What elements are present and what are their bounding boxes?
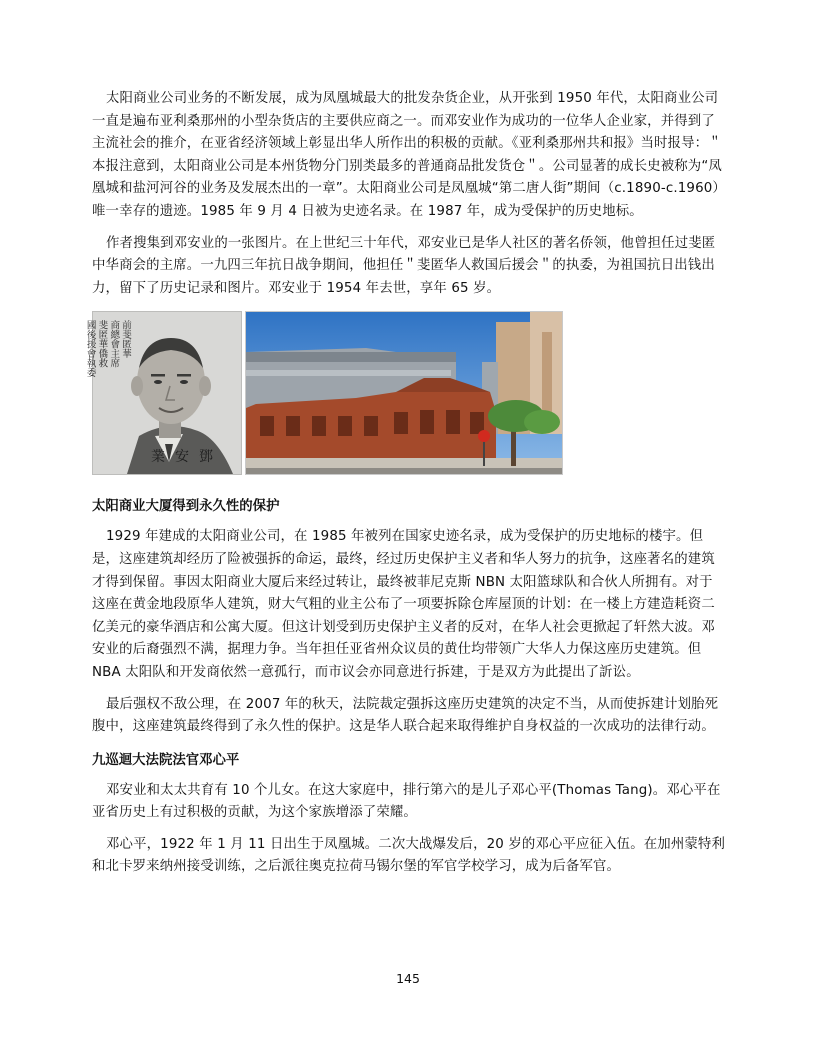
section-heading-judge-tang: 九巡迴大法院法官邓心平: [92, 752, 240, 768]
paragraph-thomas-tang-bio: 邓心平，1922 年 1 月 11 日出生于凤凰城。二次大战爆发后，20 岁的邓心平应征入伍。在加州蒙特利和北卡罗来纳州接受训练，之后派往奥克拉荷马锡尔堡的军官学校学习，成为后备军官。: [92, 836, 726, 875]
paragraph-court-ruling: 最后强权不敌公理，在 2007 年的秋天，法院裁定强拆这座历史建筑的决定不当，从而使拆建计划胎死腹中，这座建筑最终得到了永久性的保护。这是华人联合起来取得维护自身权益的一次成功的法律行动。: [92, 696, 719, 735]
page-number: 145: [396, 971, 420, 986]
portrait-name: 鄧安業: [151, 449, 223, 466]
sun-mercantile-building-photo: [245, 311, 563, 475]
caption-column: 國後援會執委: [84, 320, 96, 378]
paragraph-family: 邓安业和太太共育有 10 个儿女。在这大家庭中，排行第六的是儿子邓心平(Thomas Tang)。邓心平在亚省历史上有过积极的贡献，为这个家族增添了荣耀。: [92, 782, 721, 821]
caption-column: 斐匿華僑救: [96, 320, 108, 368]
paragraph-photo-intro: 作者搜集到邓安业的一张图片。在上世纪三十年代，邓安业已是华人社区的著名侨领，他曾担任过斐匿中华商会的主席。一九四三年抗日战争期间，他担任＂斐匿华人救国后援会＂的执委，为祖国抗日出钱出力，留下了历史记录和图片。邓安业于 1954 年去世，享年 65 岁。: [92, 235, 716, 296]
paragraph-preservation-struggle: 1929 年建成的太阳商业公司，在 1985 年被列在国家史迹名录，成为受保护的历史地标的楼宇。但是，这座建筑却经历了险被强拆的命运，最终，经过历史保护主义者和华人努力的抗争，这座著名的建筑才得到保留。事因太阳商业大厦后来经过转让，最终被菲尼克斯 NBN 太阳篮球队和合伙人所拥有。对于这座在黄金地段原华人建筑，财大气粗的业主公布了一项要拆除仓库屋顶的计划：在一楼上方建造耗资二亿美元的豪华酒店和公寓大厦。但这计划受到历史保护主义者的反对，在华人社会更掀起了轩然大波。邓安业的后裔强烈不满，据理力争。当年担任亚省州众议员的黄仕均带领广大华人力保这座历史建筑。但 NBA 太阳队和开发商依然一意孤行，而市议会亦同意进行拆建，于是双方为此提出了訢讼。: [92, 529, 715, 680]
caption-column: 商總會主席: [108, 320, 120, 368]
section-heading-preservation: 太阳商业大厦得到永久性的保护: [92, 499, 280, 515]
photo-row: [84, 309, 725, 479]
building-illustration: [246, 312, 562, 474]
document-body: [84, 88, 726, 888]
portrait-photo: [84, 311, 242, 475]
caption-column: 前斐匿華: [120, 320, 131, 359]
paragraph-sun-mercantile-history: 太阳商业公司业务的不断发展，成为凤凰城最大的批发杂货企业，从开张到 1950 年代，太阳商业公司一直是遍布亚利桑那州的小型杂货店的主要供应商之一。而邓安业作为成功的一位华人企业家，并得到了主流社会的推介，在亚省经济领域上彰显出华人所作出的积极的贡献。《亚利桑那州共和报》当时报导：＂本报注意到，太阳商业公司是本州货物分门别类最多的普通商品批发货仓＂。公司显著的成长史被称为“凤凰城和盐河河谷的业务及发展杰出的一章”。太阳商业公司是凤凰城“第二唐人街”期间（c.1890-c.1960）唯一幸存的遗迹。1985 年 9 月 4 日被为史迹名录。在 1987 年，成为受保护的历史地标。: [92, 91, 722, 219]
